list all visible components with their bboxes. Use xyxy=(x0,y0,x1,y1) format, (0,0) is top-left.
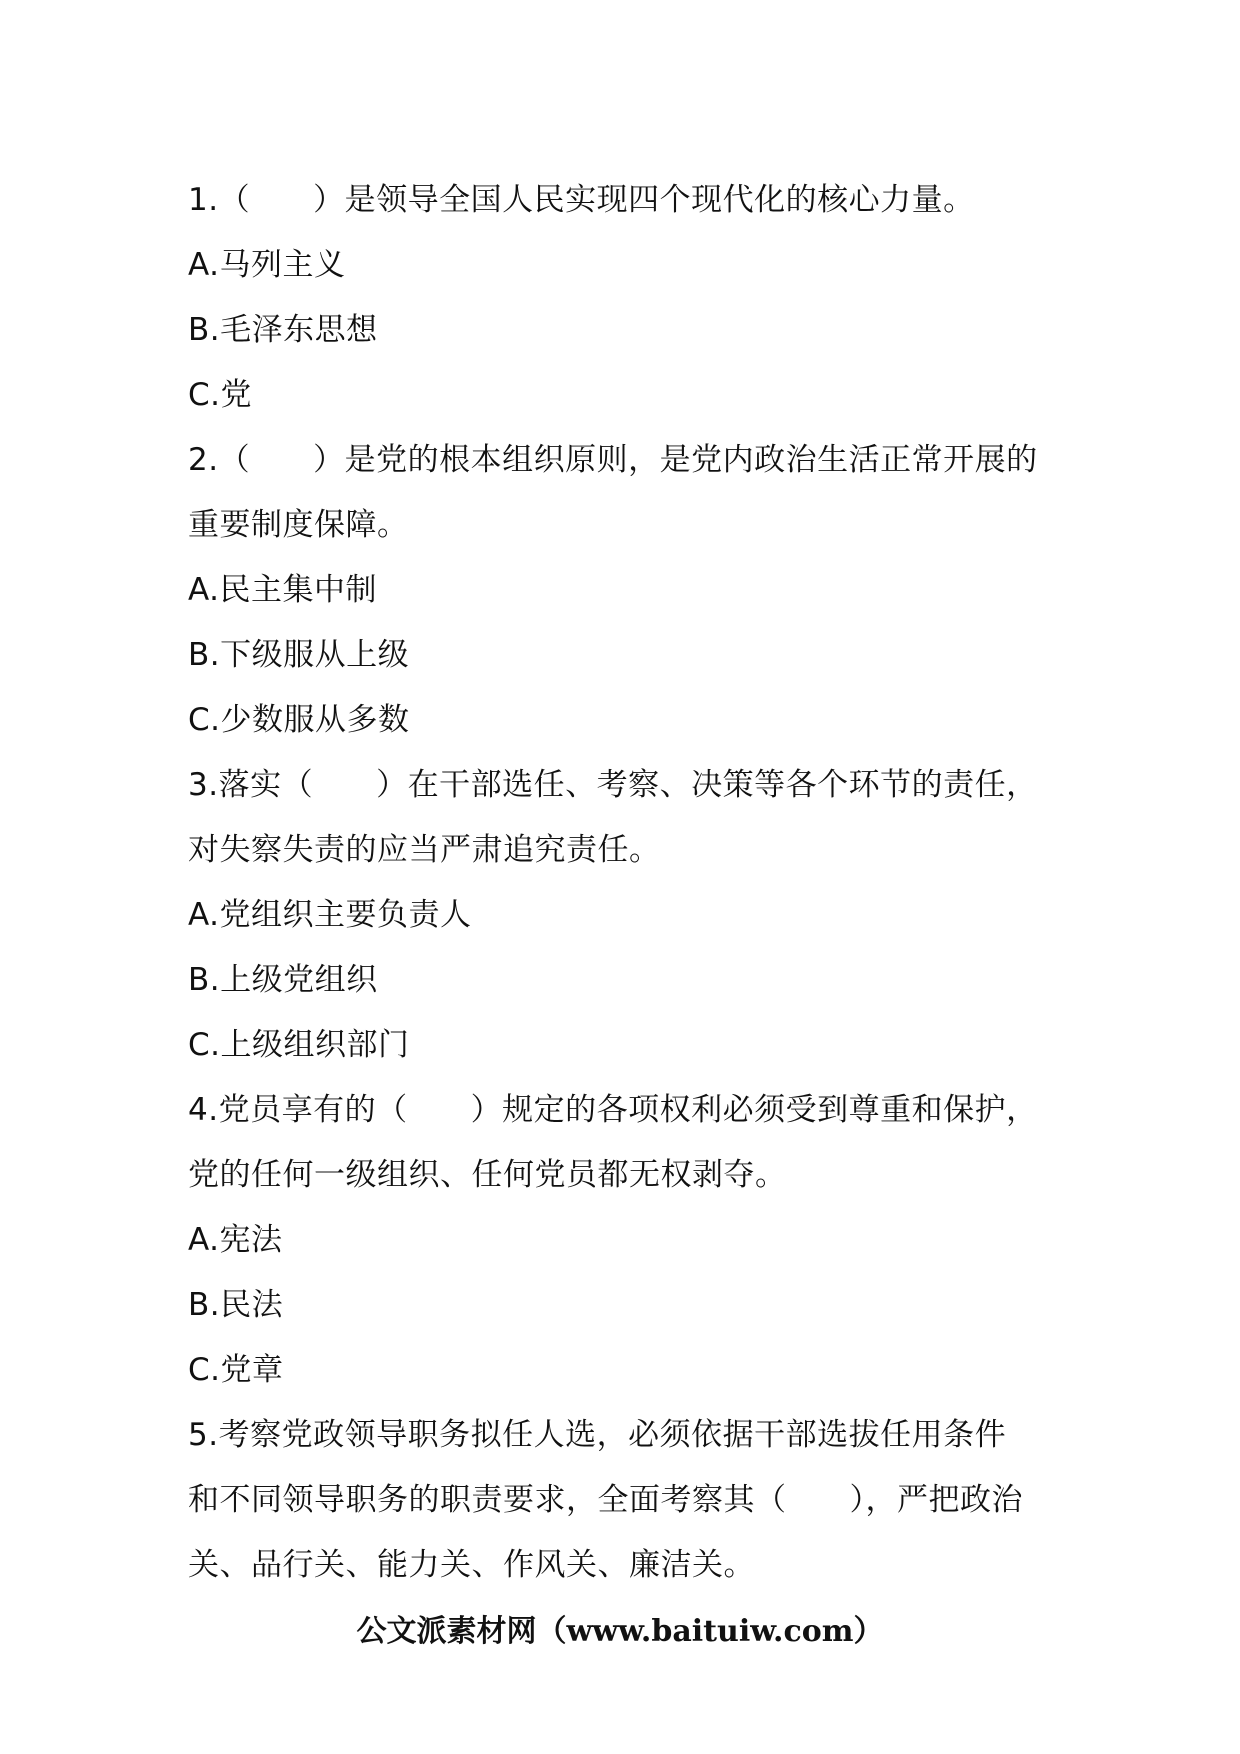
question-2-option-b: B.下级服从上级 xyxy=(188,637,410,673)
question-1-option-b: B.毛泽东思想 xyxy=(188,312,378,348)
question-4-option-b: B.民法 xyxy=(188,1287,284,1323)
question-3-text: 3.落实（ ）在干部选任、考察、决策等各个环节的责任， xyxy=(188,767,1038,803)
question-4-option-c: C.党章 xyxy=(188,1352,284,1388)
question-4-text-cont: 党的任何一级组织、任何党员都无权剥夺。 xyxy=(188,1157,787,1193)
question-list xyxy=(188,168,1068,1598)
question-4-text: 4.党员享有的（ ）规定的各项权利必须受到尊重和保护， xyxy=(188,1092,1038,1128)
question-2-text: 2.（ ）是党的根本组织原则，是党内政治生活正常开展的 xyxy=(188,442,1038,478)
question-2-option-c: C.少数服从多数 xyxy=(188,702,410,738)
question-4-option-a: A.宪法 xyxy=(188,1222,283,1258)
question-5-text: 5.考察党政领导职务拟任人选，必须依据干部选拔任用条件 xyxy=(188,1417,1007,1453)
question-1-option-a: A.马列主义 xyxy=(188,247,346,283)
question-3-option-a: A.党组织主要负责人 xyxy=(188,897,472,933)
question-2-text-cont: 重要制度保障。 xyxy=(188,507,409,543)
question-5-text-cont-2: 关、品行关、能力关、作风关、廉洁关。 xyxy=(188,1547,755,1583)
question-1-text: 1.（ ）是领导全国人民实现四个现代化的核心力量。 xyxy=(188,182,975,218)
question-5-text-cont: 和不同领导职务的职责要求，全面考察其（ ），严把政治 xyxy=(188,1482,1023,1518)
question-3-option-c: C.上级组织部门 xyxy=(188,1027,410,1063)
question-3-text-cont: 对失察失责的应当严肃追究责任。 xyxy=(188,832,661,868)
question-3-option-b: B.上级党组织 xyxy=(188,962,378,998)
question-1-option-c: C.党 xyxy=(188,377,252,413)
question-2-option-a: A.民主集中制 xyxy=(188,572,378,608)
page-footer: 公文派素材网（www.baituiw.com） xyxy=(356,1614,884,1649)
